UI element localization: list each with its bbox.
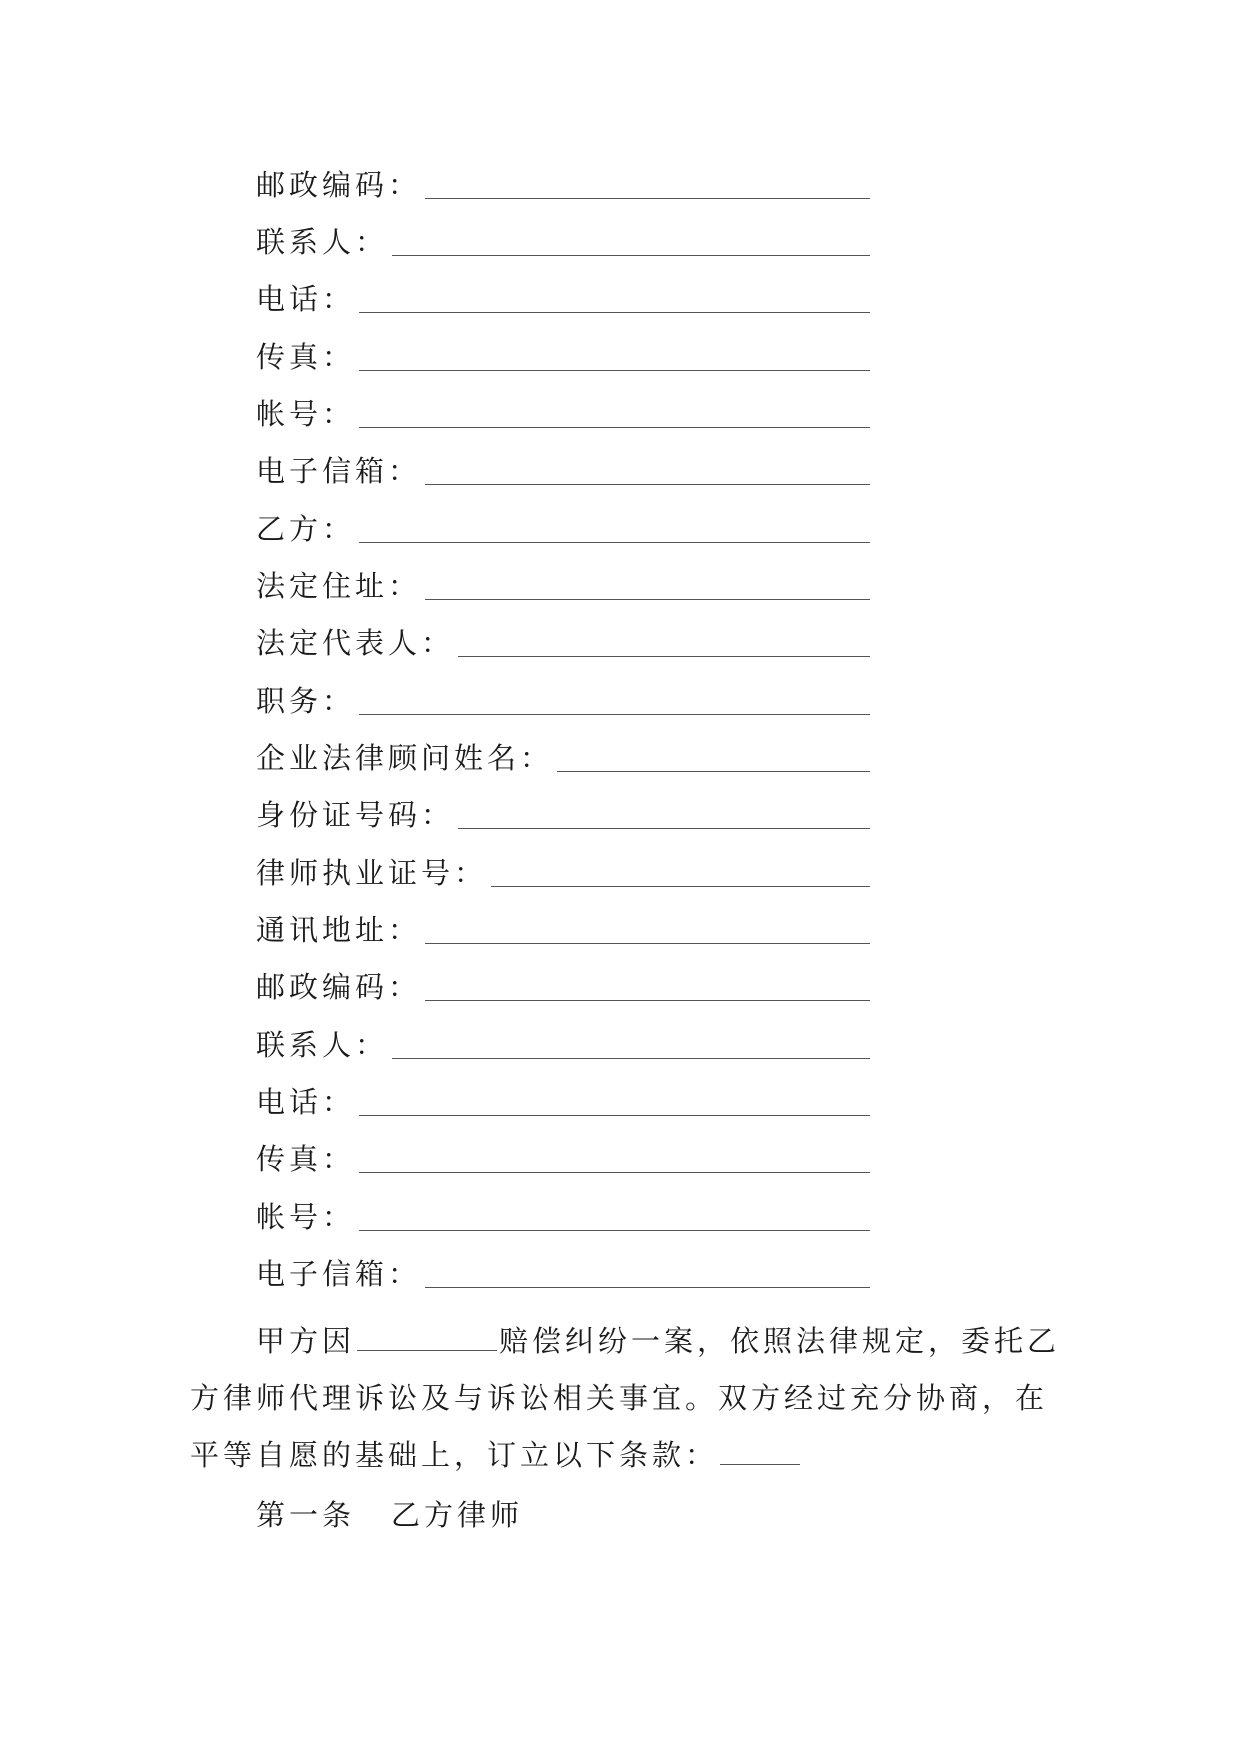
- field-legal-representative: [256, 623, 870, 663]
- article-heading: [256, 1495, 523, 1535]
- field-label: 邮政编码：: [256, 970, 422, 1004]
- field-label: 传真：: [256, 1142, 356, 1176]
- fill-in-line[interactable]: [359, 714, 870, 715]
- fill-in-line[interactable]: [359, 542, 870, 543]
- fill-in-line[interactable]: [359, 1230, 870, 1231]
- field-account-b: [256, 1197, 870, 1237]
- field-label: 法定代表人：: [256, 626, 455, 660]
- field-label: 联系人：: [256, 225, 389, 259]
- field-account-a: [256, 394, 870, 434]
- field-label: 乙方：: [256, 512, 356, 546]
- fill-in-line[interactable]: [359, 312, 870, 313]
- field-label: 企业法律顾问姓名：: [256, 741, 554, 775]
- field-id-number: [256, 795, 870, 835]
- case-type-blank[interactable]: [357, 1350, 497, 1351]
- field-position: [256, 681, 870, 721]
- fill-in-line[interactable]: [392, 255, 870, 256]
- field-label: 联系人：: [256, 1028, 389, 1062]
- fill-in-line[interactable]: [359, 427, 870, 428]
- field-contact-person-b: [256, 1025, 870, 1065]
- field-label: 邮政编码：: [256, 168, 422, 202]
- intro-text-start: 甲方因: [256, 1324, 356, 1358]
- article-number: 第一条: [256, 1498, 356, 1532]
- field-lawyer-license: [256, 853, 870, 893]
- field-label: 职务：: [256, 684, 356, 718]
- field-label: 电子信箱：: [256, 1257, 422, 1291]
- field-label: 帐号：: [256, 1200, 356, 1234]
- field-label: 法定住址：: [256, 569, 422, 603]
- fill-in-line[interactable]: [458, 656, 870, 657]
- fill-in-line[interactable]: [425, 943, 870, 944]
- fill-in-line[interactable]: [425, 198, 870, 199]
- fill-in-line[interactable]: [491, 886, 870, 887]
- field-fax-a: [256, 337, 870, 377]
- field-label: 传真：: [256, 340, 356, 374]
- field-label: 身份证号码：: [256, 798, 455, 832]
- field-fax-b: [256, 1139, 870, 1179]
- fill-in-line[interactable]: [359, 1172, 870, 1173]
- field-label: 通讯地址：: [256, 913, 422, 947]
- fill-in-line[interactable]: [425, 484, 870, 485]
- field-legal-address: [256, 566, 870, 606]
- field-mailing-address: [256, 910, 870, 950]
- intro-paragraph: [190, 1313, 1070, 1484]
- field-contact-person-a: [256, 222, 870, 262]
- field-email-a: [256, 451, 870, 491]
- fill-in-line[interactable]: [425, 599, 870, 600]
- field-label: 电话：: [256, 282, 356, 316]
- article-title: 乙方律师: [391, 1498, 524, 1532]
- fill-in-line[interactable]: [359, 370, 870, 371]
- field-postal-code-a: [256, 165, 870, 205]
- field-label: 电子信箱：: [256, 454, 422, 488]
- fill-in-line[interactable]: [557, 771, 870, 772]
- field-label: 帐号：: [256, 397, 356, 431]
- field-postal-code-b: [256, 967, 870, 1007]
- field-phone-b: [256, 1082, 870, 1122]
- field-phone-a: [256, 279, 870, 319]
- field-label: 律师执业证号：: [256, 856, 488, 890]
- fill-in-line[interactable]: [425, 1000, 870, 1001]
- field-label: 电话：: [256, 1085, 356, 1119]
- intro-text-rest: 赔偿纠纷一案，依照法律规定，委托乙方律师代理诉讼及与诉讼相关事宜。双方经过充分协商，在平等自愿的基础上，订立以下条款：: [190, 1324, 1061, 1472]
- fill-in-line[interactable]: [458, 828, 870, 829]
- field-legal-counsel-name: [256, 738, 870, 778]
- field-email-b: [256, 1254, 870, 1294]
- fill-in-line[interactable]: [425, 1287, 870, 1288]
- fill-in-line[interactable]: [359, 1115, 870, 1116]
- fill-in-line[interactable]: [392, 1058, 870, 1059]
- field-party-b: [256, 509, 870, 549]
- trailing-blank[interactable]: [720, 1464, 800, 1465]
